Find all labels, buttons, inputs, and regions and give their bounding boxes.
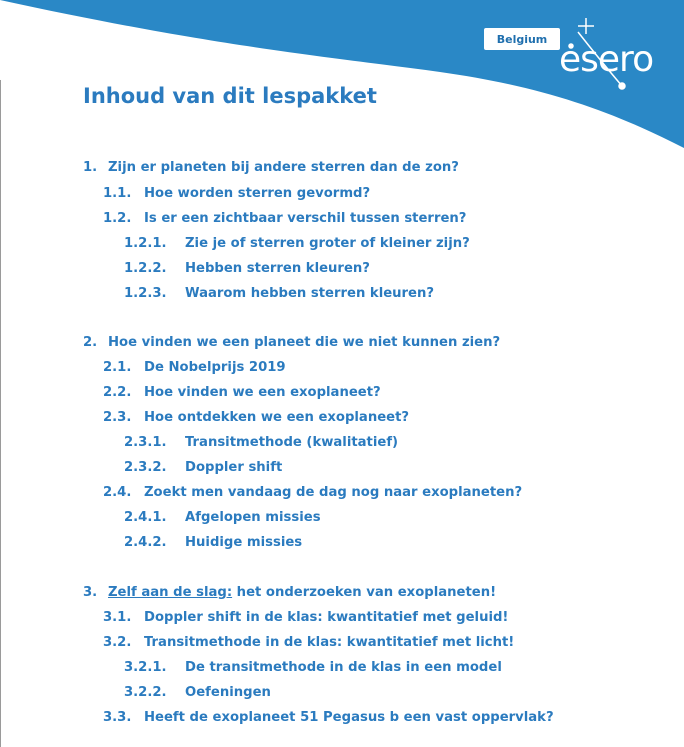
toc-entry-number: 1.1.	[103, 186, 132, 201]
toc-entry-label: Huidige missies	[185, 535, 303, 550]
toc-entry-number: 2.3.	[103, 410, 132, 425]
toc-entry-label: Zoekt men vandaag de dag nog naar exoplaneten?	[144, 485, 523, 500]
toc-entry-text	[185, 535, 302, 550]
toc-entry-number: 3.1.	[103, 610, 132, 625]
toc-entry-text	[144, 635, 514, 650]
toc-entry-number: 2.3.2.	[124, 460, 167, 475]
toc-entry-number: 3.2.1.	[124, 660, 167, 675]
country-badge: Belgium	[484, 28, 560, 50]
toc-entry-text	[185, 261, 370, 276]
esero-logo: esero	[559, 39, 654, 80]
toc-entry-label: Zie je of sterren groter of kleiner zijn?	[185, 236, 470, 251]
toc-entry-label: Hoe vinden we een exoplaneet?	[144, 385, 381, 400]
toc-entry-text	[185, 435, 398, 450]
toc-entry-text	[144, 485, 522, 500]
toc-entry-label: Hoe worden sterren gevormd?	[144, 186, 371, 201]
toc-entry-label: Transitmethode in de klas: kwantitatief met licht!	[144, 635, 515, 650]
toc-entry-label: De transitmethode in de klas in een model	[185, 660, 502, 675]
toc-entry-number: 3.3.	[103, 710, 132, 725]
toc-entry-label: Transitmethode (kwalitatief)	[185, 435, 399, 450]
toc-entry-text	[185, 660, 502, 675]
toc-entry-label: Heeft de exoplaneet 51 Pegasus b een vast oppervlak?	[144, 710, 554, 725]
toc-entry-text	[144, 610, 508, 625]
toc-entry-number: 2.	[83, 335, 98, 350]
toc-entry-label: Doppler shift	[185, 460, 283, 475]
toc-entry-text	[108, 585, 496, 600]
toc-entry-text	[108, 335, 500, 350]
toc-entry-label: Zijn er planeten bij andere sterren dan de zon?	[108, 160, 459, 175]
toc-entry-label: Waarom hebben sterren kleuren?	[185, 286, 435, 301]
toc-entry-label: Hoe ontdekken we een exoplaneet?	[144, 410, 410, 425]
toc-entry-text	[185, 510, 321, 525]
toc-entry-number: 2.2.	[103, 385, 132, 400]
toc-entry-number: 2.4.	[103, 485, 132, 500]
toc-entry-text	[185, 685, 271, 700]
toc-entry-number: 2.1.	[103, 360, 132, 375]
toc-entry-number: 2.4.1.	[124, 510, 167, 525]
toc-entry-number: 1.2.	[103, 211, 132, 226]
toc-entry-text	[144, 410, 409, 425]
toc-entry-text	[144, 186, 370, 201]
toc-entry-text	[144, 385, 381, 400]
toc-entry-label: het onderzoeken van exoplaneten!	[232, 585, 497, 600]
toc-entry-label: Is er een zichtbaar verschil tussen sterren?	[144, 211, 467, 226]
page-title: Inhoud van dit lespakket	[83, 84, 377, 108]
toc-entry-number: 1.2.1.	[124, 236, 167, 251]
toc-entry-number: 2.3.1.	[124, 435, 167, 450]
toc-entry-text	[185, 286, 434, 301]
toc-entry-number: 1.2.3.	[124, 286, 167, 301]
toc-entry-text	[144, 360, 286, 375]
toc-entry-underlined-text: Zelf aan de slag:	[108, 585, 233, 600]
toc-entry-label: Doppler shift in de klas: kwantitatief met geluid!	[144, 610, 509, 625]
toc-entry-number: 3.2.2.	[124, 685, 167, 700]
toc-entry-text	[144, 710, 554, 725]
toc-entry-number: 2.4.2.	[124, 535, 167, 550]
toc-entry-label: Oefeningen	[185, 685, 271, 700]
toc-entry-text	[144, 211, 466, 226]
toc-entry-text	[185, 460, 282, 475]
toc-entry-number: 3.	[83, 585, 98, 600]
toc-entry-label: Afgelopen missies	[185, 510, 321, 525]
toc-entry-label: Hoe vinden we een planeet die we niet kunnen zien?	[108, 335, 501, 350]
toc-entry-text	[185, 236, 470, 251]
toc-entry-number: 1.	[83, 160, 98, 175]
toc-entry-number: 1.2.2.	[124, 261, 167, 276]
toc-entry-label: Hebben sterren kleuren?	[185, 261, 370, 276]
toc-entry-text	[108, 160, 459, 175]
toc-entry-label: De Nobelprijs 2019	[144, 360, 286, 375]
toc-entry-number: 3.2.	[103, 635, 132, 650]
